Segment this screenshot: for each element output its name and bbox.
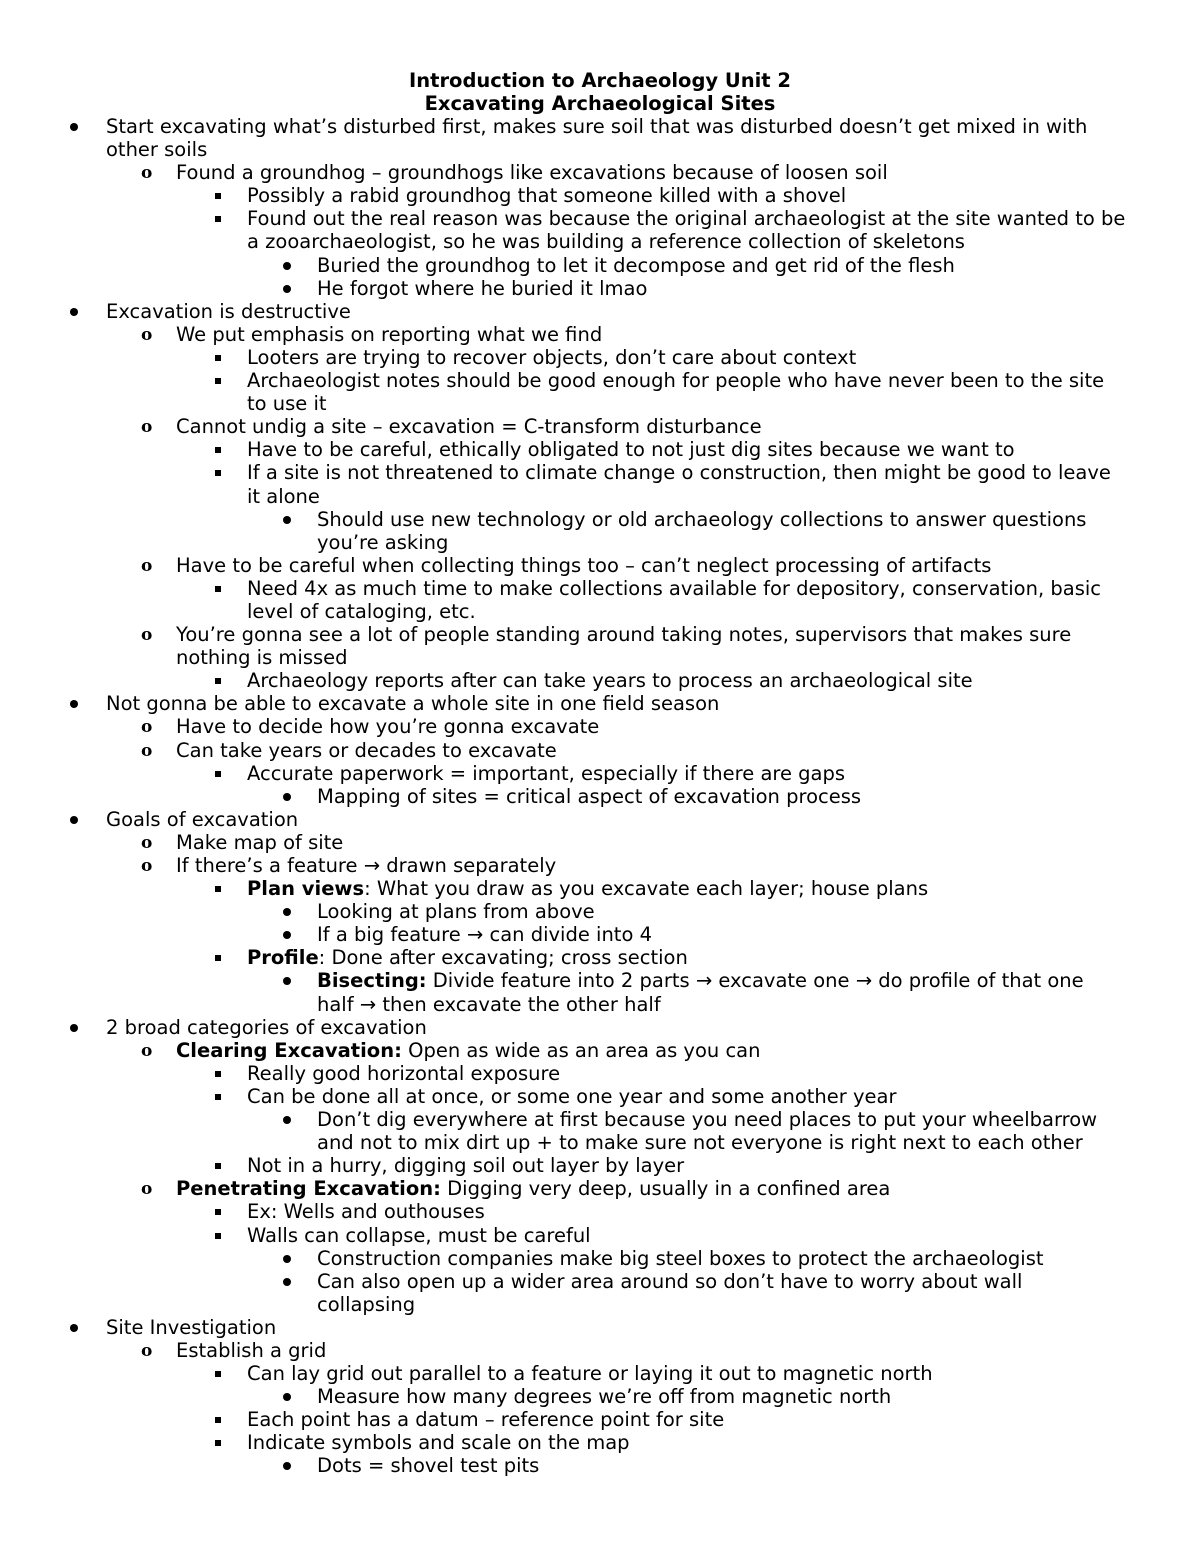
list-item [0,1408,1127,1431]
list-item [0,1108,1117,1154]
list-item [0,461,1127,507]
document-title: Introduction to Archaeology Unit 2 [408,69,791,92]
list-item [0,739,1116,762]
list-item-text: Have to decide how you’re gonna excavate [176,715,600,739]
list-item-text: Divide feature into 2 parts → excavate one → do profile of that one half → then excavate the other half [317,969,1084,1016]
list-item-text: Really good horizontal exposure [247,1061,561,1085]
list-item-text: Not gonna be able to excavate a whole site in one field season [106,692,720,716]
list-item-text: Each point has a datum – reference point for site [247,1408,725,1432]
list-item-text: Found out the real reason was because the original archaeologist at the site wanted to be a zooarchaeologist, so he was building a reference collection of skeletons [247,207,1126,254]
list-item-text: Found a groundhog – groundhogs like excavations because of loosen soil [176,161,888,185]
bullet-circle-icon: o [141,1340,153,1361]
list-item-text: If a site is not threatened to climate change o construction, then might be good to leave it alone [247,461,1111,508]
bullet-square-icon [212,1408,226,1431]
list-item [0,254,1117,277]
list-item [0,669,1127,692]
list-item-text: Have to be careful, ethically obligated to not just dig sites because we want to [247,438,1015,462]
list-item [0,715,1116,738]
list-item [0,923,1117,946]
bullet-circle-icon: o [141,856,153,876]
bullet-disc-icon [281,1454,295,1477]
list-item [0,277,1117,300]
list-item-text: Excavation is destructive [106,299,351,323]
list-item-text: : Done after excavating; cross section [318,946,688,970]
term-label: Profile [247,946,319,970]
list-item [0,1154,1127,1177]
bullet-square-icon [212,577,226,600]
bullet-disc-icon [68,1316,82,1339]
list-item-text: Start excavating what’s disturbed first, makes sure soil that was disturbed doesn’t get mixed in with other soils [106,115,1088,162]
list-item-text: Dots = shovel test pits [317,1454,540,1478]
list-item [0,854,1116,877]
list-item-text: Looters are trying to recover objects, don’t care about context [247,345,857,369]
list-item-text: Digging very deep, usually in a confined area [440,1177,891,1201]
bullet-square-icon [212,1224,226,1247]
list-item-text: Construction companies make big steel boxes to protect the archaeologist [317,1246,1044,1270]
list-item [0,1177,1116,1200]
list-item-text: Can take years or decades to excavate [176,738,557,762]
bullet-circle-icon: o [141,324,153,345]
list-item [0,184,1127,207]
list-item [0,946,1127,969]
bullet-square-icon [212,1062,226,1085]
bullet-square-icon [212,461,226,484]
bullet-circle-icon: o [141,832,153,853]
list-item [0,623,1116,669]
list-item [0,785,1117,808]
bullet-disc-icon [68,692,82,715]
list-item [0,1362,1127,1385]
term-label: Clearing Excavation: [176,1038,402,1062]
list-item [0,300,1106,323]
list-item-text: Can also open up a wider area around so don’t have to worry about wall collapsing [317,1269,1023,1316]
list-item [0,1085,1127,1108]
bullet-disc-icon [281,900,295,923]
list-item [0,1316,1106,1339]
bullet-circle-icon: o [141,740,153,761]
list-item [0,692,1106,715]
list-item [0,508,1117,554]
list-item-text: Accurate paperwork = important, especially if there are gaps [247,761,846,785]
list-item [0,323,1116,346]
bullet-disc-icon [68,1016,82,1039]
list-item-text: We put emphasis on reporting what we find [176,322,603,346]
list-item [0,1270,1117,1316]
bullet-disc-icon [281,508,295,531]
list-item-text: Ex: Wells and outhouses [247,1200,485,1224]
list-item-text: : What you draw as you excavate each layer; house plans [364,877,929,901]
list-item-text: Don’t dig everywhere at first because you need places to put your wheelbarrow and not to mix dirt up + to make sure not everyone is right next to each other [317,1108,1098,1155]
term-label: Bisecting: [317,969,427,993]
bullet-circle-icon: o [141,717,153,738]
bullet-square-icon [212,346,226,369]
bullet-disc-icon [281,277,295,300]
bullet-circle-icon: o [141,1040,153,1061]
list-item [0,346,1127,369]
bullet-square-icon [212,1085,226,1108]
bullet-square-icon [212,184,226,207]
list-item [0,1431,1127,1454]
list-item [0,1062,1127,1085]
list-item-text: Have to be careful when collecting things too – can’t neglect processing of artifacts [176,553,992,577]
list-item [0,1247,1117,1270]
bullet-disc-icon [68,115,82,138]
bullet-square-icon [212,1154,226,1177]
list-item-text: If a big feature → can divide into 4 [317,923,652,947]
list-item-text: Archaeology reports after can take years to process an archaeological site [247,669,973,693]
list-item [0,969,1117,1015]
list-item [0,1454,1117,1477]
list-item [0,161,1116,184]
bullet-circle-icon: o [141,163,153,184]
list-item-text: 2 broad categories of excavation [106,1015,427,1039]
bullet-disc-icon [281,254,295,277]
bullet-disc-icon [68,808,82,831]
list-item [0,1385,1117,1408]
term-label: Penetrating Excavation: [176,1177,441,1201]
list-item [0,1200,1127,1223]
bullet-circle-icon: o [141,417,153,438]
list-item [0,207,1127,253]
list-item [0,1339,1116,1362]
bullet-square-icon [212,877,226,900]
list-item [0,554,1116,577]
list-item [0,438,1127,461]
list-item [0,1039,1116,1062]
list-item-text: He forgot where he buried it lmao [317,276,648,300]
list-item-text: Can lay grid out parallel to a feature or laying it out to magnetic north [247,1362,933,1386]
bullet-square-icon [212,762,226,785]
bullet-disc-icon [281,969,295,992]
bullet-square-icon [212,946,226,969]
document-subtitle: Excavating Archaeological Sites [424,92,776,115]
bullet-square-icon [212,369,226,392]
list-item-text: Walls can collapse, must be careful [247,1223,591,1247]
bullet-circle-icon: o [141,1179,153,1200]
list-item [0,115,1106,161]
list-item-text: Indicate symbols and scale on the map [247,1431,630,1455]
bullet-square-icon [212,438,226,461]
list-item-text: Make map of site [176,830,344,854]
bullet-circle-icon: o [141,625,153,646]
bullet-square-icon [212,1362,226,1385]
list-item [0,1224,1127,1247]
list-item-text: You’re gonna see a lot of people standing around taking notes, supervisors that makes sure nothing is missed [176,623,1072,670]
list-item-text: Cannot undig a site – excavation = C-transform disturbance [176,415,762,439]
bullet-square-icon [212,207,226,230]
list-item-text: Measure how many degrees we’re off from magnetic north [317,1385,892,1409]
list-item [0,762,1127,785]
list-item-text: Need 4x as much time to make collections available for depository, conservation, basic level of cataloging, etc. [247,576,1101,623]
bullet-square-icon [212,1200,226,1223]
list-item-text: Looking at plans from above [317,900,595,924]
list-item-text: Open as wide as an area as you can [401,1038,761,1062]
list-item [0,831,1116,854]
bullet-square-icon [212,669,226,692]
list-item [0,577,1127,623]
document-header [0,69,1200,115]
list-item [0,900,1117,923]
list-item-text: Should use new technology or old archaeology collections to answer questions you’re asking [317,507,1087,554]
bullet-disc-icon [281,1270,295,1293]
list-item-text: Mapping of sites = critical aspect of excavation process [317,784,862,808]
list-item [0,877,1127,900]
notes-outline [0,115,1200,1478]
list-item-text: Buried the groundhog to let it decompose and get rid of the flesh [317,253,955,277]
list-item-text: Possibly a rabid groundhog that someone killed with a shovel [247,184,847,208]
list-item-text: Site Investigation [106,1315,277,1339]
list-item-text: Establish a grid [176,1338,327,1362]
list-item [0,808,1106,831]
list-item-text: Can be done all at once, or some one year and some another year [247,1084,897,1108]
bullet-disc-icon [281,923,295,946]
bullet-disc-icon [68,300,82,323]
list-item-text: Not in a hurry, digging soil out layer by layer [247,1154,685,1178]
bullet-disc-icon [281,1385,295,1408]
list-item-text: Goals of excavation [106,807,299,831]
bullet-disc-icon [281,1108,295,1131]
list-item-text: Archaeologist notes should be good enough for people who have never been to the site to use it [247,369,1105,416]
bullet-circle-icon: o [141,555,153,576]
list-item [0,415,1116,438]
list-item [0,1016,1106,1039]
term-label: Plan views [247,877,365,901]
bullet-square-icon [212,1431,226,1454]
bullet-disc-icon [281,785,295,808]
list-item-text: If there’s a feature → drawn separately [176,854,557,877]
list-item [0,369,1127,415]
bullet-disc-icon [281,1247,295,1270]
